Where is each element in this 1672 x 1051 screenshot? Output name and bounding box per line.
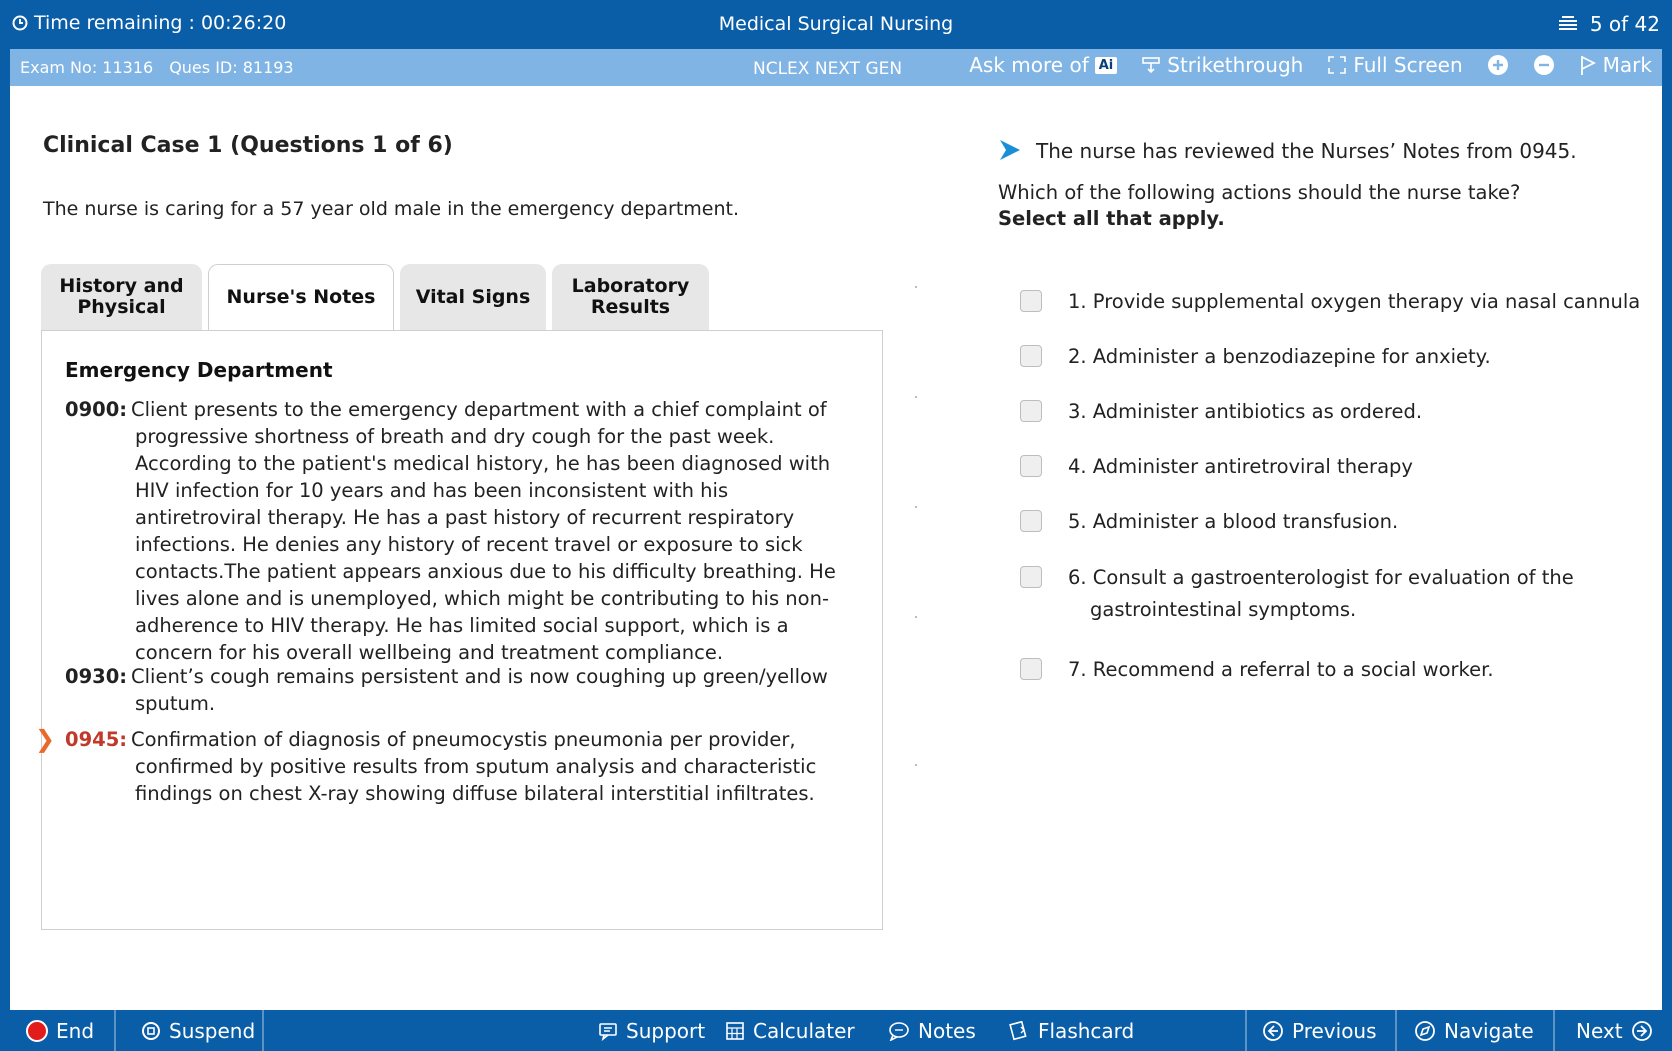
- note-text: Confirmation of diagnosis of pneumocystis pneumonia per provider, confirmed by positive results from sputum analysis and characteristic findings on chest X-ray showing diffuse bilateral interstitial infiltrates.: [131, 728, 817, 805]
- stop-icon: [26, 1020, 48, 1042]
- question-stack-icon: [1556, 15, 1580, 33]
- option-label: 7. Recommend a referral to a social worker.: [1068, 658, 1494, 681]
- option-checkbox[interactable]: [1020, 658, 1042, 680]
- zoom-out-icon[interactable]: [1533, 54, 1555, 76]
- tab-nurses-notes[interactable]: [208, 264, 394, 330]
- end-button[interactable]: [26, 1010, 94, 1051]
- question-prompt: [998, 180, 1520, 232]
- note-text: Client’s cough remains persistent and is now coughing up green/yellow sputum.: [131, 665, 828, 715]
- note-text: Client presents to the emergency department with a chief complaint of progressive shortness of breath and dry cough for the past week. According to the patient's medical history, he has been diagnosed with HIV infection for 10 years and has been inconsistent with his antiretroviral therapy. He has a past history of recurrent respiratory infections. He denies any history of recent travel or exposure to sick contacts.The patient appears anxious due to his difficulty breathing. He lives alone and is unemployed, which might be contributing to his non-adherence to HIV therapy. He has limited social support, which is a concern for his overall wellbeing and treatment compliance.: [131, 398, 836, 664]
- full-screen-label: Full Screen: [1353, 53, 1463, 77]
- option-label: 1. Provide supplemental oxygen therapy via nasal cannula: [1068, 290, 1641, 313]
- notes-label: Notes: [918, 1018, 976, 1043]
- support-icon: [598, 1021, 618, 1041]
- suspend-button[interactable]: [141, 1010, 255, 1051]
- previous-label: Previous: [1292, 1018, 1377, 1043]
- note-entry: [65, 663, 845, 717]
- tab-vital-signs[interactable]: [400, 264, 546, 330]
- tab-laboratory-results[interactable]: [552, 264, 709, 330]
- tab-label-line2: Physical: [77, 296, 166, 318]
- option-label: 4. Administer antiretroviral therapy: [1068, 455, 1413, 478]
- tab-label-line1: Laboratory: [571, 275, 690, 297]
- suspend-icon: [141, 1021, 161, 1041]
- case-title: Clinical Case 1 (Questions 1 of 6): [43, 133, 453, 158]
- option-label: 6. Consult a gastroenterologist for evaluation of the gastrointestinal symptoms.: [1068, 566, 1574, 621]
- full-screen-button[interactable]: [1327, 53, 1462, 77]
- top-bar: [0, 0, 1672, 49]
- option-label: 3. Administer antibiotics as ordered.: [1068, 400, 1423, 423]
- pointer-arrow-icon: [998, 138, 1022, 162]
- nurses-notes-panel: [35, 330, 883, 930]
- ai-badge: Ai: [1095, 57, 1118, 74]
- toolbar: [969, 53, 1652, 77]
- option-checkbox[interactable]: [1020, 400, 1042, 422]
- full-screen-icon: [1327, 55, 1347, 75]
- progress-label: 5 of 42: [1589, 12, 1660, 36]
- navigate-button[interactable]: [1414, 1010, 1534, 1051]
- navigate-label: Navigate: [1444, 1018, 1534, 1043]
- exam-type: NCLEX NEXT GEN: [753, 59, 903, 79]
- strikethrough-icon: [1141, 56, 1161, 74]
- end-label: End: [56, 1018, 95, 1043]
- note-entry: [65, 396, 845, 666]
- suspend-label: Suspend: [169, 1018, 256, 1043]
- calculator-label: Calculater: [753, 1018, 855, 1043]
- current-entry-chevron-icon: ❯: [35, 725, 56, 753]
- option-checkbox[interactable]: [1020, 510, 1042, 532]
- flashcard-button[interactable]: [1008, 1010, 1134, 1051]
- tab-label: Vital Signs: [415, 285, 531, 308]
- flashcard-icon: [1008, 1021, 1030, 1041]
- arrow-left-circle-icon: [1262, 1020, 1284, 1042]
- timer-label: Time remaining : 00:26:20: [34, 12, 287, 34]
- next-button[interactable]: [1576, 1010, 1653, 1051]
- support-button[interactable]: [598, 1010, 705, 1051]
- calculator-button[interactable]: [725, 1010, 855, 1051]
- option-label: 5. Administer a blood transfusion.: [1068, 510, 1399, 533]
- column-divider: [915, 286, 917, 786]
- strikethrough-button[interactable]: [1141, 53, 1303, 77]
- answer-option[interactable]: [1020, 654, 1494, 686]
- exam-number: Exam No: 11316: [20, 58, 154, 77]
- option-checkbox[interactable]: [1020, 290, 1042, 312]
- case-tabs: [41, 264, 709, 330]
- tab-history-physical[interactable]: [41, 264, 202, 330]
- question-instruction: Select all that apply.: [998, 207, 1225, 230]
- option-label: 2. Administer a benzodiazepine for anxiety.: [1068, 345, 1491, 368]
- option-checkbox[interactable]: [1020, 345, 1042, 367]
- answer-option[interactable]: [1020, 562, 1580, 626]
- previous-button[interactable]: [1262, 1010, 1377, 1051]
- chat-bubble-icon: [888, 1021, 910, 1041]
- option-checkbox[interactable]: [1020, 455, 1042, 477]
- zoom-in-icon[interactable]: [1487, 54, 1509, 76]
- question-stem: The nurse has reviewed the Nurses’ Notes from 0945.: [1036, 139, 1577, 163]
- bottom-bar: [0, 1010, 1672, 1051]
- notes-button[interactable]: [888, 1010, 976, 1051]
- note-time: 0930:: [65, 665, 128, 688]
- mark-button[interactable]: [1579, 53, 1652, 77]
- flag-icon: [1579, 54, 1597, 76]
- notes-heading: Emergency Department: [65, 358, 333, 382]
- case-intro: The nurse is caring for a 57 year old male in the emergency department.: [43, 198, 740, 220]
- flashcard-label: Flashcard: [1038, 1018, 1135, 1043]
- exam-info: [20, 58, 294, 77]
- question-id: Ques ID: 81193: [169, 58, 294, 77]
- tab-label: Nurse's Notes: [226, 286, 376, 308]
- support-label: Support: [626, 1018, 706, 1043]
- tab-label-line2: Results: [590, 296, 671, 318]
- note-time: 0900:: [65, 398, 128, 421]
- ask-ai-button[interactable]: [969, 53, 1117, 77]
- sub-bar: [10, 49, 1662, 86]
- compass-icon: [1414, 1020, 1436, 1042]
- answer-option[interactable]: [1020, 451, 1413, 483]
- calculator-icon: [725, 1021, 745, 1041]
- ask-ai-label: Ask more of: [969, 53, 1089, 77]
- note-time: 0945:: [65, 728, 128, 751]
- answer-option[interactable]: [1020, 506, 1398, 538]
- next-label: Next: [1576, 1018, 1623, 1043]
- answer-option[interactable]: [1020, 396, 1422, 428]
- note-entry-current: [35, 725, 845, 807]
- option-checkbox[interactable]: [1020, 566, 1042, 588]
- answer-option[interactable]: [1020, 341, 1491, 373]
- tab-label-line1: History and: [59, 275, 184, 297]
- arrow-right-circle-icon: [1631, 1020, 1653, 1042]
- question-text: Which of the following actions should the nurse take?: [998, 181, 1521, 204]
- mark-label: Mark: [1602, 53, 1652, 77]
- strikethrough-label: Strikethrough: [1167, 53, 1304, 77]
- answer-option[interactable]: [1020, 286, 1640, 318]
- exam-title: Medical Surgical Nursing: [718, 13, 954, 35]
- question-progress: [1556, 12, 1660, 36]
- main-content: [10, 86, 1662, 1010]
